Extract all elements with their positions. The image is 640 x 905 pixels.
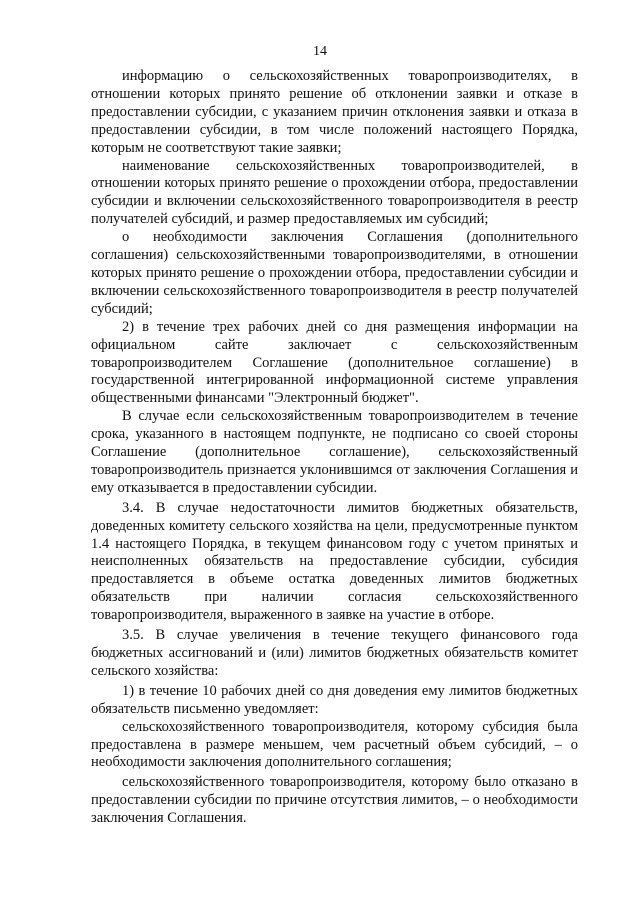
paragraph-subitem-2-agreement: 2) в течение трех рабочих дней со дня размещения информации на официальном сайте заключает с сельскохозяйственным товаропроизводителем Соглашение (дополнительное соглашение) в государственной интегрированной информационной системе управления общественными финансами "Электронный бюджет". [91,318,578,407]
paragraph-rejected-applicants-info: информацию о сельскохозяйственных товаропроизводителях, в отношении которых принято решение об отклонении заявки и отказе в предоставлении субсидии, с указанием причин отклонения заявки и отказа в предоставлении субсидии, в том числе положений настоящего Порядка, которым не соответствуют такие заявки; [91,68,578,156]
paragraph-evasion-clause: В случае если сельскохозяйственным товаропроизводителем в течение срока, указанного в настоящем подпункте, не подписано со своей стороны Соглашение (дополнительное соглашение), сельскохозяйственный товаропроизводитель признается уклонившимся от заключения Соглашения и ему отказывается в предоставлении субсидии. [91,408,578,496]
paragraph-reduced-subsidy-notice: сельскохозяйственного товаропроизводителя, которому субсидия была предоставлена в размере меньшем, чем расчетный объем субсидий, – о необходимости заключения дополнительного соглашения; [91,718,578,771]
paragraph-section-3-5: 3.5. В случае увеличения в течение текущего финансового года бюджетных ассигнований и (или) лимитов бюджетных обязательств комитет сельского хозяйства: [91,627,578,679]
paragraph-subitem-1-notification: 1) в течение 10 рабочих дней со дня доведения ему лимитов бюджетных обязательств письменно уведомляет: [91,682,578,717]
paragraph-selected-applicants-info: наименование сельскохозяйственных товаропроизводителей, в отношении которых принято решение о прохождении отбора, предоставлении субсидии и включении сельскохозяйственного товаропроизводителя в реестр получателей субсидий, и размер предоставляемых им субсидий; [91,157,578,228]
paragraph-section-3-4: 3.4. В случае недостаточности лимитов бюджетных обязательств, доведенных комитету сельского хозяйства на цели, предусмотренные пунктом 1.4 настоящего Порядка, в текущем финансовом году с учетом принятых и неисполненных обязательств на предоставление субсидии, субсидия предоставляется в объеме остатка доведенных лимитов бюджетных обязательств при наличии согласия сельскохозяйственного товаропроизводителя, выраженного в заявке на участие в отборе. [91,499,578,624]
document-body [91,68,578,828]
paragraph-refused-subsidy-notice: сельскохозяйственного товаропроизводителя, которому было отказано в предоставлении субсидии по причине отсутствия лимитов, – о необходимости заключения Соглашения. [91,774,578,827]
page-number: 14 [313,44,327,59]
paragraph-agreement-necessity: о необходимости заключения Соглашения (дополнительного соглашения) сельскохозяйственными товаропроизводителями, в отношении которых принято решение о прохождении отбора, предоставлении субсидии и включении сельскохозяйственного товаропроизводителя в реестр получателей субсидий; [91,229,578,317]
